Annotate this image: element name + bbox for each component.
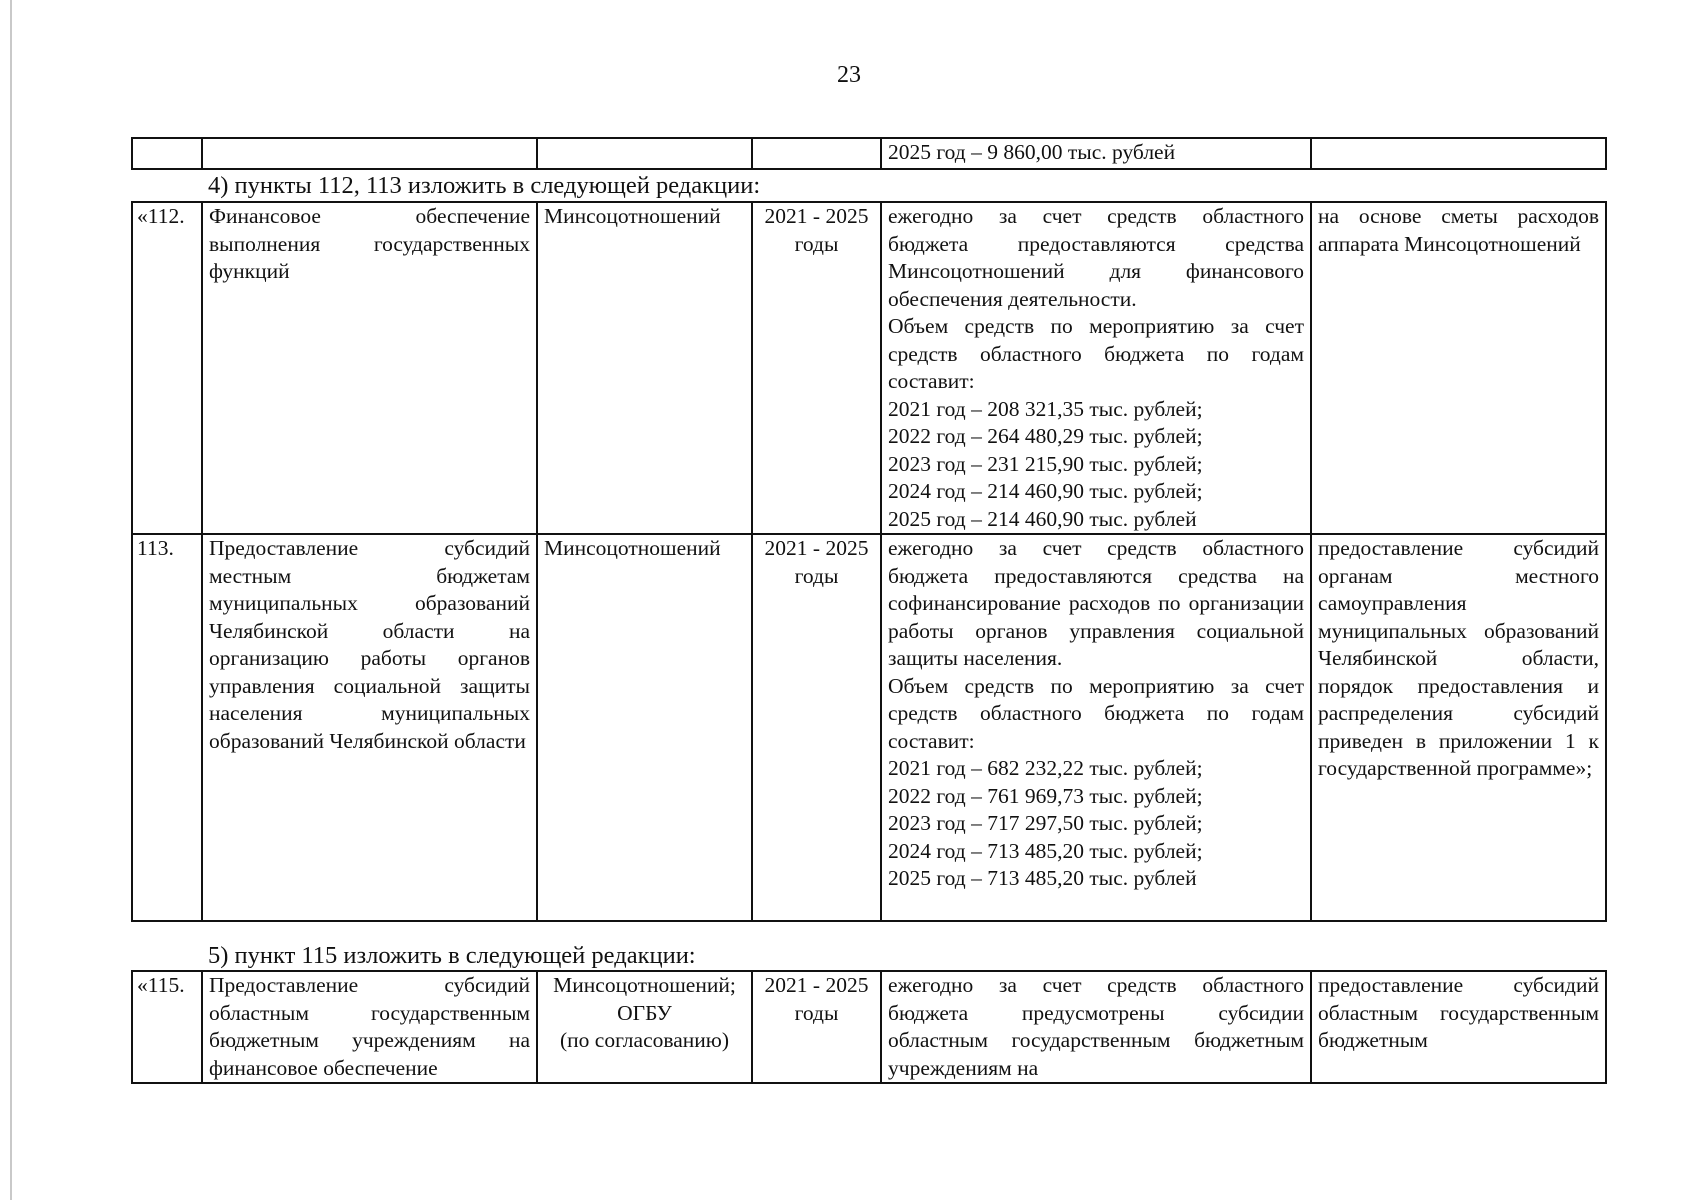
page-number: 23	[837, 62, 861, 88]
executor-line: (по согласованию)	[559, 1028, 730, 1052]
executor-line: Минсоцотношений;	[553, 973, 736, 997]
cell-name	[202, 138, 537, 169]
executor: Минсоцотношений	[537, 202, 752, 534]
table-row-113	[132, 534, 1606, 921]
basis: на основе сметы расходов аппарата Минсоцотношений	[1311, 202, 1606, 534]
year-line: 2023 год – 231 215,90 тыс. рублей;	[888, 451, 1203, 476]
year-line: 2024 год – 713 485,20 тыс. рублей;	[888, 838, 1203, 863]
basis: предоставление субсидий органам местного самоуправления муниципальных образований Челябинской области, порядок предоставления и распределения субсидий приведен в приложении 1 к государственной программе»;	[1311, 534, 1606, 921]
description: ежегодно за счет средств областного бюджета предоставляются средства Минсоцотношений для финансового обеспечения деятельности.	[888, 204, 1304, 311]
cell-number	[132, 138, 202, 169]
year-line: 2022 год – 264 480,29 тыс. рублей;	[888, 424, 1203, 448]
section-heading-5: 5) пункт 115 изложить в следующей редакции:	[208, 942, 696, 969]
year-line: 2021 год – 208 321,35 тыс. рублей;	[888, 396, 1203, 421]
measure-name: Предоставление субсидий местным бюджетам муниципальных образований Челябинской области на организацию работы органов управления социальной защиты населения муниципальных образований Челябинской области	[202, 534, 537, 921]
measures-table	[131, 201, 1607, 922]
row-number: «115.	[132, 971, 202, 1083]
volume-intro: Объем средств по мероприятию за счет средств областного бюджета по годам составит:	[888, 314, 1304, 393]
scan-edge	[10, 0, 12, 1200]
year-line: 2021 год – 682 232,22 тыс. рублей;	[888, 756, 1203, 780]
volume-cell	[881, 534, 1311, 921]
year-line: 2022 год – 761 969,73 тыс. рублей;	[888, 783, 1203, 808]
year-line: 2024 год – 214 460,90 тыс. рублей;	[888, 479, 1203, 503]
year-line: 2023 год – 717 297,50 тыс. рублей;	[888, 811, 1203, 835]
cell-basis	[1311, 138, 1606, 169]
table-row	[132, 138, 1606, 169]
table-row-115	[132, 971, 1606, 1083]
volume-cell	[881, 202, 1311, 534]
executor-line: ОГБУ	[617, 1000, 672, 1025]
measure-name: Предоставление субсидий областным государственным бюджетным учреждениям на финансовое обеспечение	[202, 971, 537, 1083]
volume-intro: Объем средств по мероприятию за счет средств областного бюджета по годам составит:	[888, 673, 1304, 753]
executor	[537, 971, 752, 1083]
row-number: «112.	[132, 202, 202, 534]
table-row-112	[132, 202, 1606, 534]
period: 2021 - 2025 годы	[752, 202, 881, 534]
executor: Минсоцотношений	[537, 534, 752, 921]
row-number: 113.	[132, 534, 202, 921]
volume-text: 2025 год – 9 860,00 тыс. рублей	[888, 140, 1176, 164]
cell-period	[752, 138, 881, 169]
cell-executor	[537, 138, 752, 169]
basis: предоставление субсидий областным государственным бюджетным	[1311, 971, 1606, 1083]
year-line: 2025 год – 713 485,20 тыс. рублей	[888, 866, 1197, 890]
cell-volume	[881, 138, 1311, 169]
continuation-table	[131, 137, 1607, 170]
year-line: 2025 год – 214 460,90 тыс. рублей	[888, 506, 1197, 531]
description: ежегодно за счет средств областного бюджета предусмотрены субсидии областным государственным бюджетным учреждениям на	[881, 971, 1311, 1083]
measure-name: Финансовое обеспечение выполнения государственных функций	[202, 202, 537, 534]
period: 2021 - 2025 годы	[752, 534, 881, 921]
period: 2021 - 2025 годы	[752, 971, 881, 1083]
measures-table-115	[131, 970, 1607, 1084]
description: ежегодно за счет средств областного бюджета предоставляются средства на софинансирование расходов по организации работы органов управления социальной защиты населения.	[888, 536, 1304, 670]
section-heading-4: 4) пункты 112, 113 изложить в следующей редакции:	[208, 172, 761, 199]
